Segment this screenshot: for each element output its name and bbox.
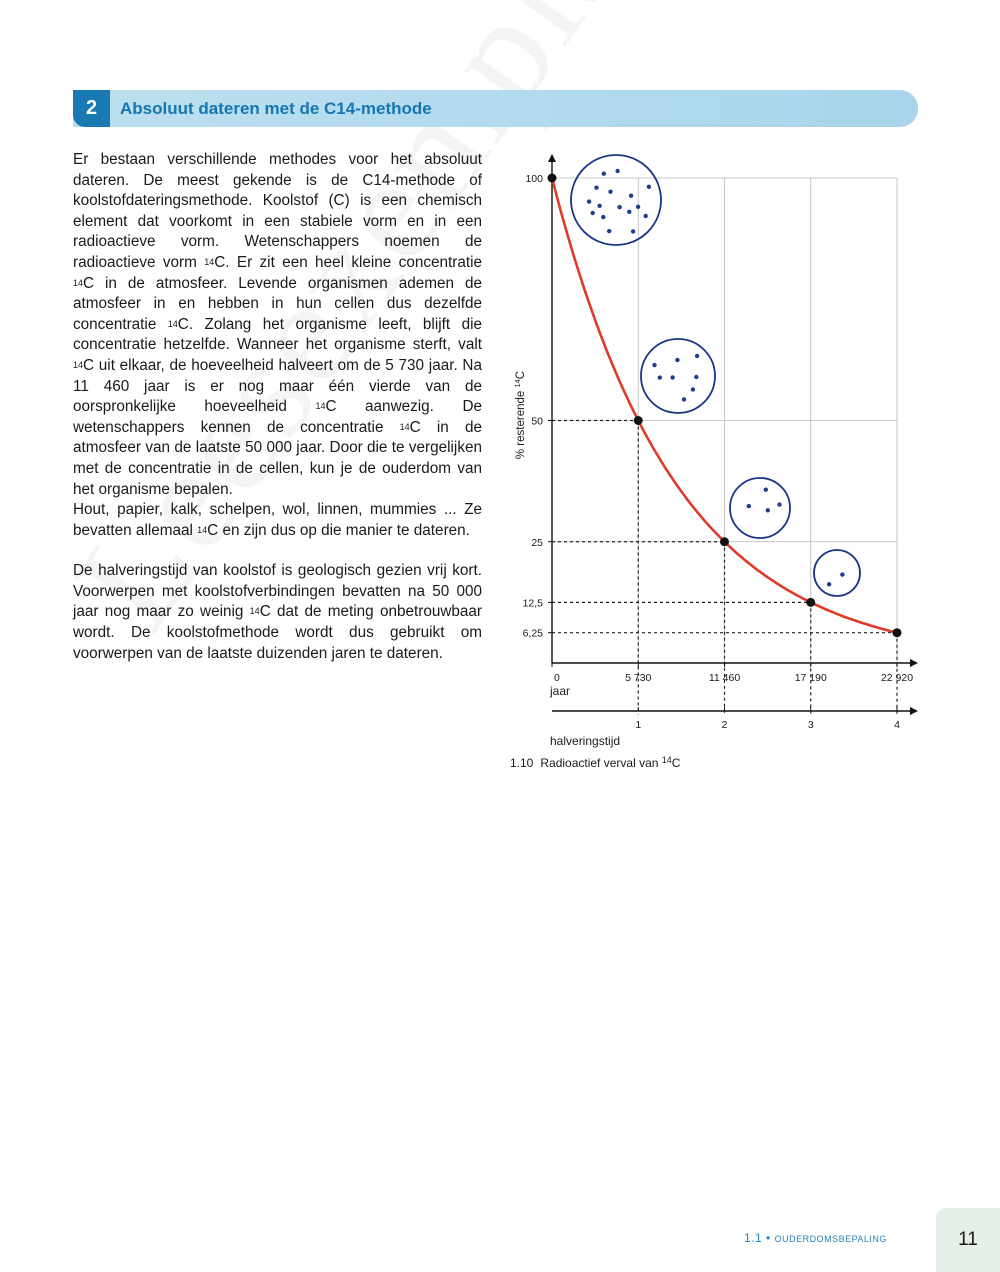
atom-illustration xyxy=(641,339,715,413)
paragraph-2: Hout, papier, kalk, schelpen, wol, linnen, mummies ... Ze bevatten allemaal $^{14}$C en zijn dus op die manier te dateren. xyxy=(73,501,482,539)
section-header xyxy=(73,90,918,127)
atom-dot xyxy=(675,358,679,362)
atom-dot xyxy=(601,215,605,219)
data-point xyxy=(893,628,902,637)
section-number: 2 xyxy=(73,90,110,127)
x-axis-label: jaar xyxy=(550,684,571,698)
decay-chart xyxy=(500,150,930,750)
halflife-tick-label: 2 xyxy=(721,719,728,731)
atom-dot xyxy=(827,582,831,586)
x-tick-label: 11 460 xyxy=(708,672,741,684)
paragraph-1: Er bestaan verschillende methodes voor het absoluut dateren. De meest gekende is de C14-methode of koolstofdateringsmethode. Koolstof (C) is een chemisch element dat voorkomt in een stabiele vorm en in een radioactieve vorm. Wetenschappers noemen de radioactieve vorm $^{14}$C. Er zit een heel kleine concentratie $^{14}$C in de atmosfeer. Levende organismen ademen de atmosfeer in en hebben in hun cellen dus dezelfde concentratie $^{14}$C. Zolang het organisme leeft, blijft die concentratie hetzelfde. Wanneer het organisme sterft, valt $^{14}$C uit elkaar, de hoeveelheid halveert om de 5 730 jaar. Na 11 460 jaar is er nog maar één vierde van de oorspronkelijke hoeveelheid $^{14}$C aanwezig. De wetenschappers kennen de concentratie $^{14}$C in de atmosfeer van de laatste 50 000 jaar. Door die te vergelijken met de concentratie in de cellen, kun je de ouderdom van het organisme bepalen. xyxy=(73,151,483,498)
y-tick-label: 6,25 xyxy=(522,627,543,640)
atom-illustration xyxy=(814,550,860,596)
atom-dot xyxy=(694,375,698,379)
atom-dot xyxy=(627,210,631,214)
data-point xyxy=(548,174,557,183)
atom-circle xyxy=(814,550,860,596)
x-tick-label: 5 730 xyxy=(625,672,652,684)
atom-illustration xyxy=(571,155,661,245)
y-axis-title: % resterende $^{14}$C xyxy=(513,370,527,460)
halflife-axis-arrow xyxy=(910,707,918,715)
atom-dot xyxy=(636,205,640,209)
atom-dot xyxy=(766,508,770,512)
atom-dot xyxy=(670,375,674,379)
atom-dot xyxy=(644,214,648,218)
halflife-tick-label: 3 xyxy=(807,719,814,731)
atom-dot xyxy=(747,504,751,508)
atom-dot xyxy=(617,205,621,209)
atom-dot xyxy=(840,572,844,576)
y-tick-label: 50 xyxy=(531,415,543,428)
body-text xyxy=(73,150,482,664)
atom-dot xyxy=(631,229,635,233)
paragraph-3: De halveringstijd van koolstof is geologisch gezien vrij kort. Voorwerpen met koolstofverbindingen bevatten na 50 000 jaar nog maar zo weinig $^{14}$C dat de meting onbetrouwbaar wordt. De koolstofmethode wordt dus gebruikt om voorwerpen van de laatste duizenden jaren te dateren. xyxy=(73,562,482,662)
atom-dot xyxy=(591,211,595,215)
atom-dot xyxy=(594,186,598,190)
figure-caption: 1.10 Radioactief verval van $^{14}$C xyxy=(510,755,681,770)
atom-dot xyxy=(597,204,601,208)
atom-dot xyxy=(629,194,633,198)
data-point xyxy=(720,537,729,546)
atom-dot xyxy=(602,172,606,176)
atom-dot xyxy=(607,229,611,233)
atom-circle xyxy=(571,155,661,245)
atom-dot xyxy=(658,375,662,379)
atom-dot xyxy=(764,488,768,492)
atom-circle xyxy=(641,339,715,413)
atom-dot xyxy=(647,185,651,189)
atom-illustration xyxy=(730,478,790,538)
y-tick-label: 25 xyxy=(531,536,543,549)
y-tick-label: 12,5 xyxy=(522,597,543,610)
halflife-axis-label: halveringstijd xyxy=(550,734,621,748)
atom-dot xyxy=(682,397,686,401)
y-tick-label: 100 xyxy=(525,173,543,185)
page-number: 11 xyxy=(936,1208,1000,1272)
atom-dot xyxy=(608,190,612,194)
x-axis-arrow xyxy=(910,659,918,667)
atom-dot xyxy=(615,169,619,173)
x-tick-label: 0 xyxy=(554,672,560,684)
x-tick-label: 22 920 xyxy=(880,672,914,684)
footer-section: 1.1 • ouderdomsbepaling xyxy=(744,1230,887,1245)
x-tick-label: 17 190 xyxy=(794,672,827,684)
atom-dot xyxy=(777,502,781,506)
data-point xyxy=(634,416,643,425)
data-point xyxy=(806,598,815,607)
y-axis-arrow xyxy=(548,154,556,162)
halflife-tick-label: 1 xyxy=(635,719,642,731)
atom-circle xyxy=(730,478,790,538)
atom-dot xyxy=(652,363,656,367)
atom-dot xyxy=(587,199,591,203)
atom-dot xyxy=(691,387,695,391)
section-title: Absoluut dateren met de C14-methode xyxy=(120,99,432,118)
atom-dot xyxy=(695,354,699,358)
halflife-tick-label: 4 xyxy=(894,719,900,731)
